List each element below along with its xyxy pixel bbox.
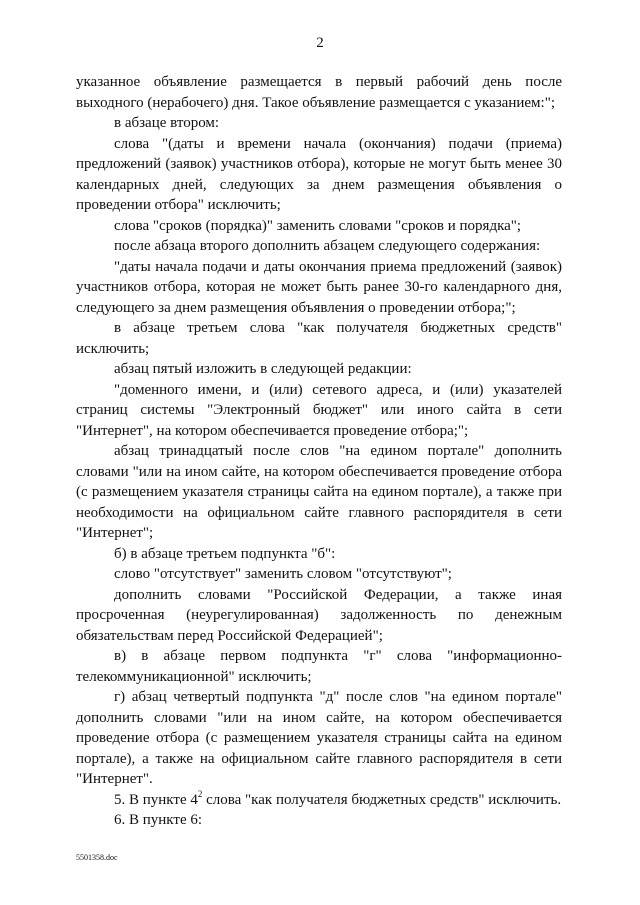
paragraph: слова "сроков (порядка)" заменить словами "сроков и порядка"; (114, 217, 522, 234)
paragraph: указанное объявление размещается в первый рабочий день после выходного (нерабочего) дня. Такое объявление размещается с указанием:"; (76, 74, 562, 111)
item-5-superscript: 2 (197, 788, 203, 799)
item-6-paragraph: 6. В пункте 6: (114, 812, 203, 828)
paragraph: после абзаца второго дополнить абзацем следующего содержания: (114, 238, 541, 254)
paragraph: "доменного имени, и (или) сетевого адреса, и (или) указателей страниц системы "Электронный бюджет" или иного сайта в сети "Интернет", на котором обеспечивается проведение отбора;"; (76, 381, 562, 439)
paragraph: в абзаце третьем слова "как получателя бюджетных средств" исключить; (76, 320, 562, 357)
paragraph: абзац тринадцатый после слов "на едином портале" дополнить словами "или на ином сайте, на котором обеспечивается проведение отбора (с размещением указателя страницы сайта на едином портале), а также при необходимости на официальном сайте главного распорядителя в сети "Интернет"; (76, 443, 562, 541)
item-5-prefix: 5. В пункте 4 (114, 791, 198, 808)
paragraph: слово "отсутствует" заменить словом "отсутствуют"; (114, 566, 452, 582)
document-filename: 5501358.doc (76, 853, 118, 862)
document-body (76, 72, 562, 831)
paragraph: г) абзац четвертый подпункта "д" после слов "на едином портале" дополнить словами "или на ином сайте, на котором обеспечивается проведение отбора (с размещением указателя страницы сайта на едином портале), а также на официальном сайте главного распорядителя в сети "Интернет". (76, 689, 562, 787)
paragraph: абзац пятый изложить в следующей редакции: (114, 361, 412, 377)
item-5-paragraph (76, 790, 562, 811)
paragraph: дополнить словами "Российской Федерации, а также иная просроченная (неурегулированная) задолженность по денежным обязательствам перед Российской Федерацией"; (76, 586, 562, 644)
paragraph: в) в абзаце первом подпункта "г" слова "информационно-телекоммуникационной" исключить; (76, 648, 562, 685)
item-5-suffix: слова "как получателя бюджетных средств" исключить. (202, 791, 562, 808)
page-number: 2 (316, 35, 324, 51)
paragraph: слова "(даты и времени начала (окончания) подачи (приема) предложений (заявок) участников отбора), которые не могут быть менее 30 календарных дней, следующих за днем размещения объявления о проведении отбора" исключить; (76, 135, 562, 213)
paragraph: в абзаце втором: (114, 115, 220, 131)
paragraph: "даты начала подачи и даты окончания приема предложений (заявок) участников отбора, которая не может быть ранее 30-го календарного дня, следующего за днем размещения объявления о проведении отбора;"; (76, 258, 562, 316)
paragraph: б) в абзаце третьем подпункта "б": (114, 545, 336, 562)
